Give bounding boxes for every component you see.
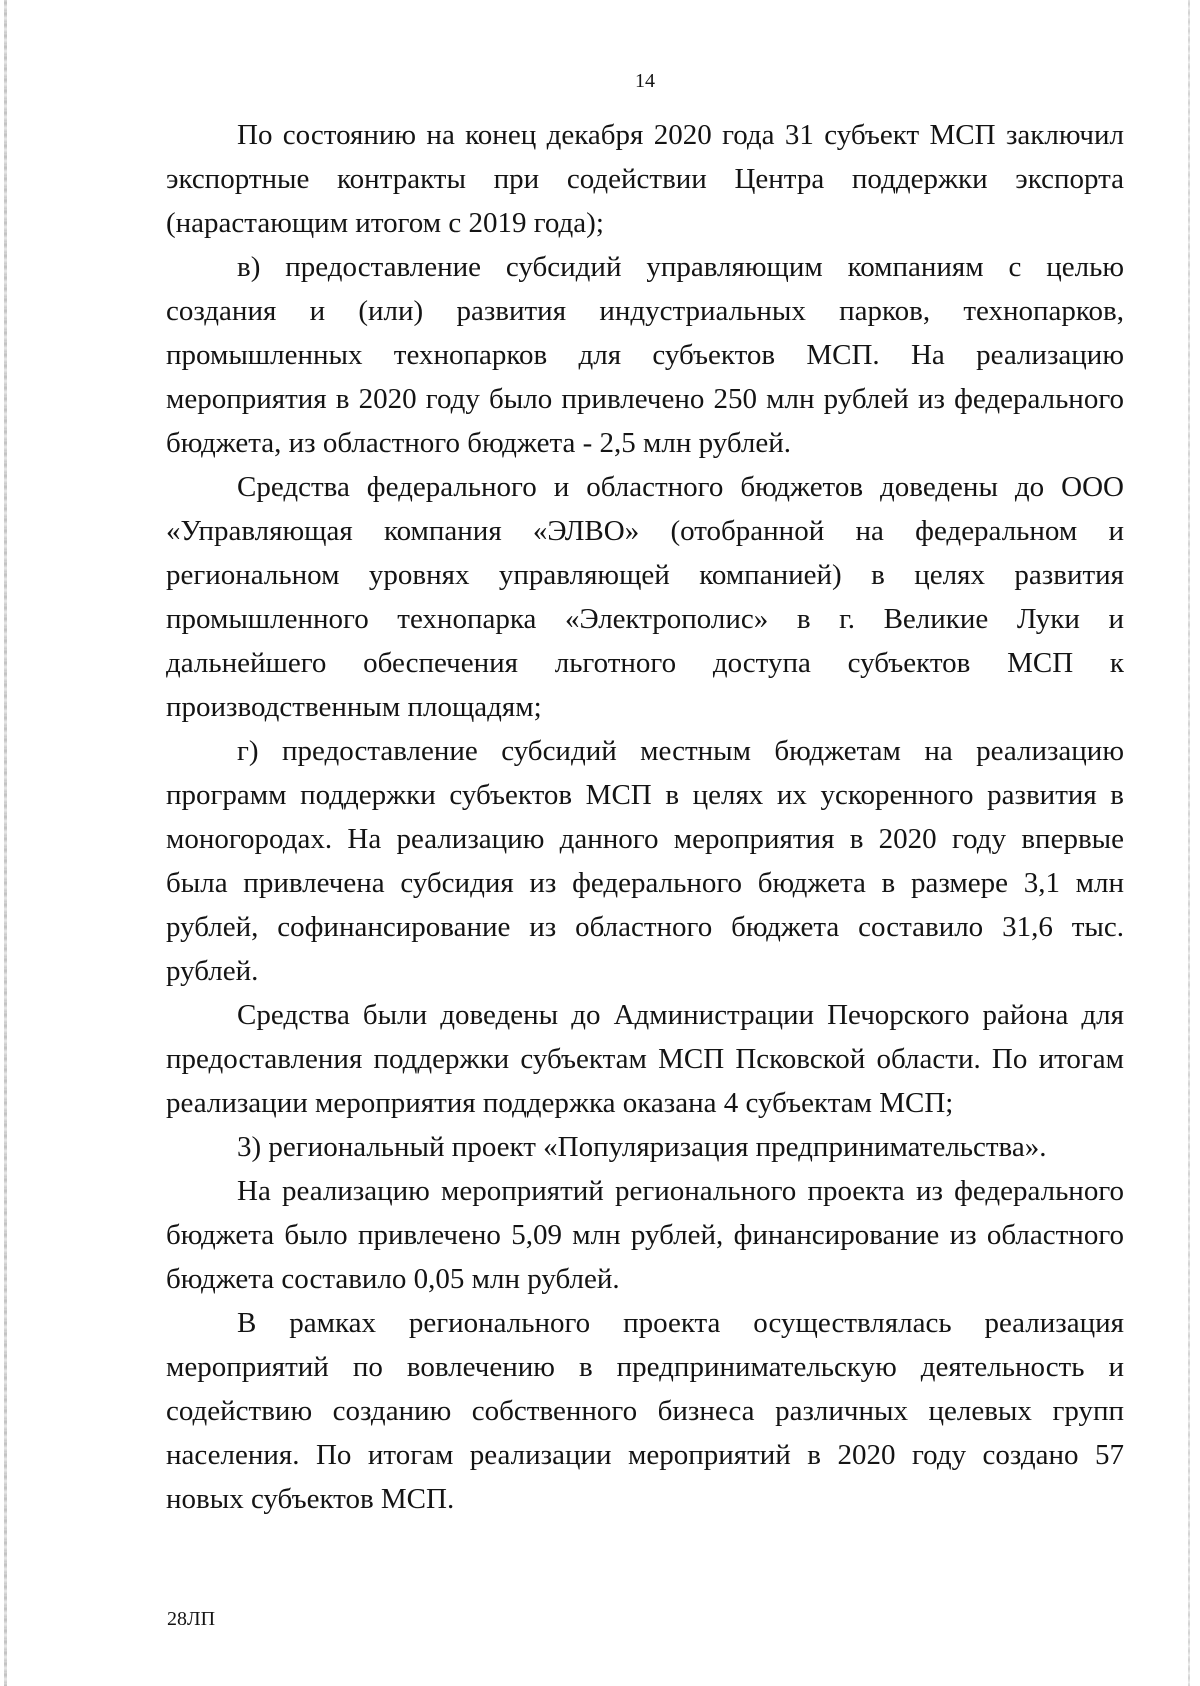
scan-edge-left: [4, 0, 7, 1686]
document-body: [166, 113, 1124, 1521]
paragraph-project-funding: На реализацию мероприятий регионального проекта из федерального бюджета было привлечено 5,09 млн рублей, финансирование из областного бюджета составило 0,05 млн рублей.: [166, 1175, 1124, 1295]
document-code: 28ЛП: [167, 1608, 216, 1630]
paragraph-monotowns-subsidies: г) предоставление субсидий местным бюджетам на реализацию программ поддержки субъектов МСП в целях их ускоренного развития в моногородах. На реализацию данного мероприятия в 2020 году впервые была привлечена субсидия из федерального бюджета в размере 3,1 млн рублей, софинансирование из областного бюджета составило 31,6 тыс. рублей.: [166, 735, 1124, 987]
paragraph-industrial-parks: в) предоставление субсидий управляющим компаниям с целью создания и (или) развития индустриальных парков, технопарков, промышленных технопарков для субъектов МСП. На реализацию мероприятия в 2020 году было привлечено 250 млн рублей из федерального бюджета, из областного бюджета - 2,5 млн рублей.: [166, 251, 1124, 459]
paragraph-elvo-technopark: Средства федерального и областного бюджетов доведены до ООО «Управляющая компания «ЭЛВО» (отобранной на федеральном и региональном уровнях управляющей компанией) в целях развития промышленного технопарка «Электрополис» в г. Великие Луки и дальнейшего обеспечения льготного доступа субъектов МСП к производственным площадям;: [166, 471, 1124, 723]
paragraph-pechory-district: Средства были доведены до Администрации Печорского района для предоставления поддержки субъектам МСП Псковской области. По итогам реализации мероприятия поддержка оказана 4 субъектам МСП;: [166, 999, 1124, 1119]
paragraph-project-results: В рамках регионального проекта осуществлялась реализация мероприятий по вовлечению в предпринимательскую деятельность и содействию созданию собственного бизнеса различных целевых групп населения. По итогам реализации мероприятий в 2020 году создано 57 новых субъектов МСП.: [166, 1307, 1124, 1515]
paragraph-export-contracts: По состоянию на конец декабря 2020 года 31 субъект МСП заключил экспортные контракты при содействии Центра поддержки экспорта (нарастающим итогом с 2019 года);: [166, 119, 1124, 239]
paragraph-regional-project-title: 3) региональный проект «Популяризация предпринимательства».: [237, 1131, 1047, 1163]
page-number: 14: [635, 70, 655, 92]
scan-edge-right: [1188, 0, 1190, 1686]
